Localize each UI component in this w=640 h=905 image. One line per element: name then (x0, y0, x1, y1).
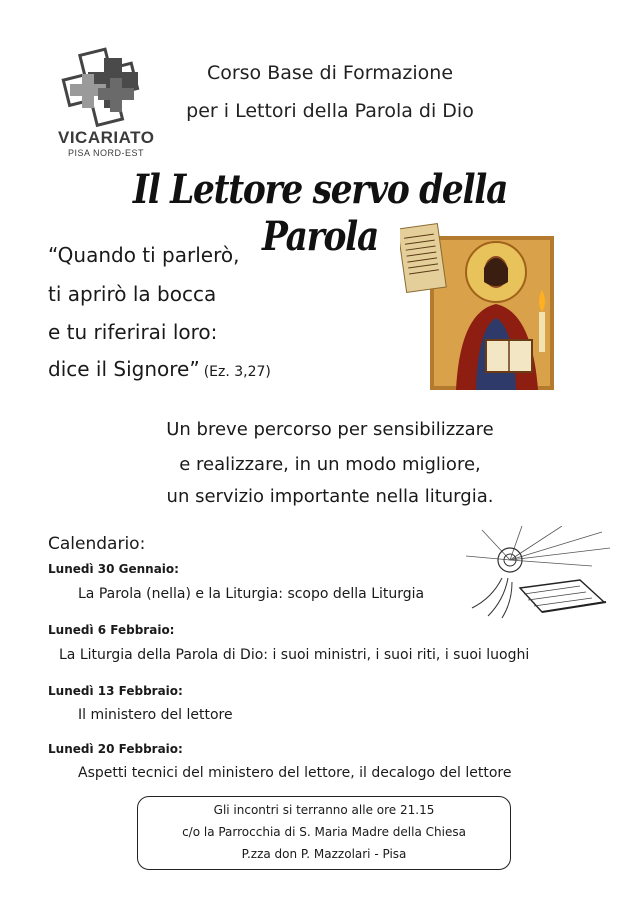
info-place: c/o la Parrocchia di S. Maria Madre della Chiesa (182, 825, 466, 839)
session-topic: Aspetti tecnici del ministero del lettore, il decalogo del lettore (78, 765, 512, 781)
calendar-label: Calendario: (48, 534, 146, 554)
logo-subtitle: PISA NORD-EST (67, 148, 144, 158)
quote-line: ti aprirò la bocca (48, 282, 217, 306)
intro-line: e realizzare, in un modo migliore, (179, 454, 481, 475)
quote-text: dice il Signore” (48, 357, 200, 381)
session-date: Lunedì 30 Gennaio: (48, 562, 179, 576)
session-date: Lunedì 6 Febbraio: (48, 623, 175, 637)
quote-reference: (Ez. 3,27) (203, 364, 271, 380)
intro-line: Un breve percorso per sensibilizzare (166, 419, 494, 440)
cross-logo-icon (58, 44, 154, 130)
meeting-info-box (137, 796, 511, 870)
logo-name: VICARIATO (58, 128, 155, 147)
quote-line: e tu riferirai loro: (48, 320, 218, 344)
session-topic: Il ministero del lettore (78, 707, 233, 723)
session-topic: La Parola (nella) e la Liturgia: scopo della Liturgia (78, 586, 425, 602)
course-subheading: per i Lettori della Parola di Dio (186, 100, 474, 122)
intro-line: un servizio importante nella liturgia. (166, 486, 494, 507)
quote-line: “Quando ti parlerò, (48, 243, 240, 267)
christ-icon-image (400, 222, 558, 392)
session-topic: La Liturgia della Parola di Dio: i suoi ministri, i suoi riti, i suoi luoghi (59, 647, 530, 663)
book-candle-sketch (462, 526, 612, 622)
session-date: Lunedì 20 Febbraio: (48, 742, 183, 756)
course-heading: Corso Base di Formazione (206, 62, 454, 84)
vicariato-logo (58, 44, 154, 162)
session-date: Lunedì 13 Febbraio: (48, 684, 183, 698)
info-address: P.zza don P. Mazzolari - Pisa (241, 847, 407, 861)
page-title: Il Lettore servo della Parola (132, 166, 508, 260)
quote-line-last (48, 357, 271, 381)
info-time: Gli incontri si terranno alle ore 21.15 (213, 803, 435, 817)
